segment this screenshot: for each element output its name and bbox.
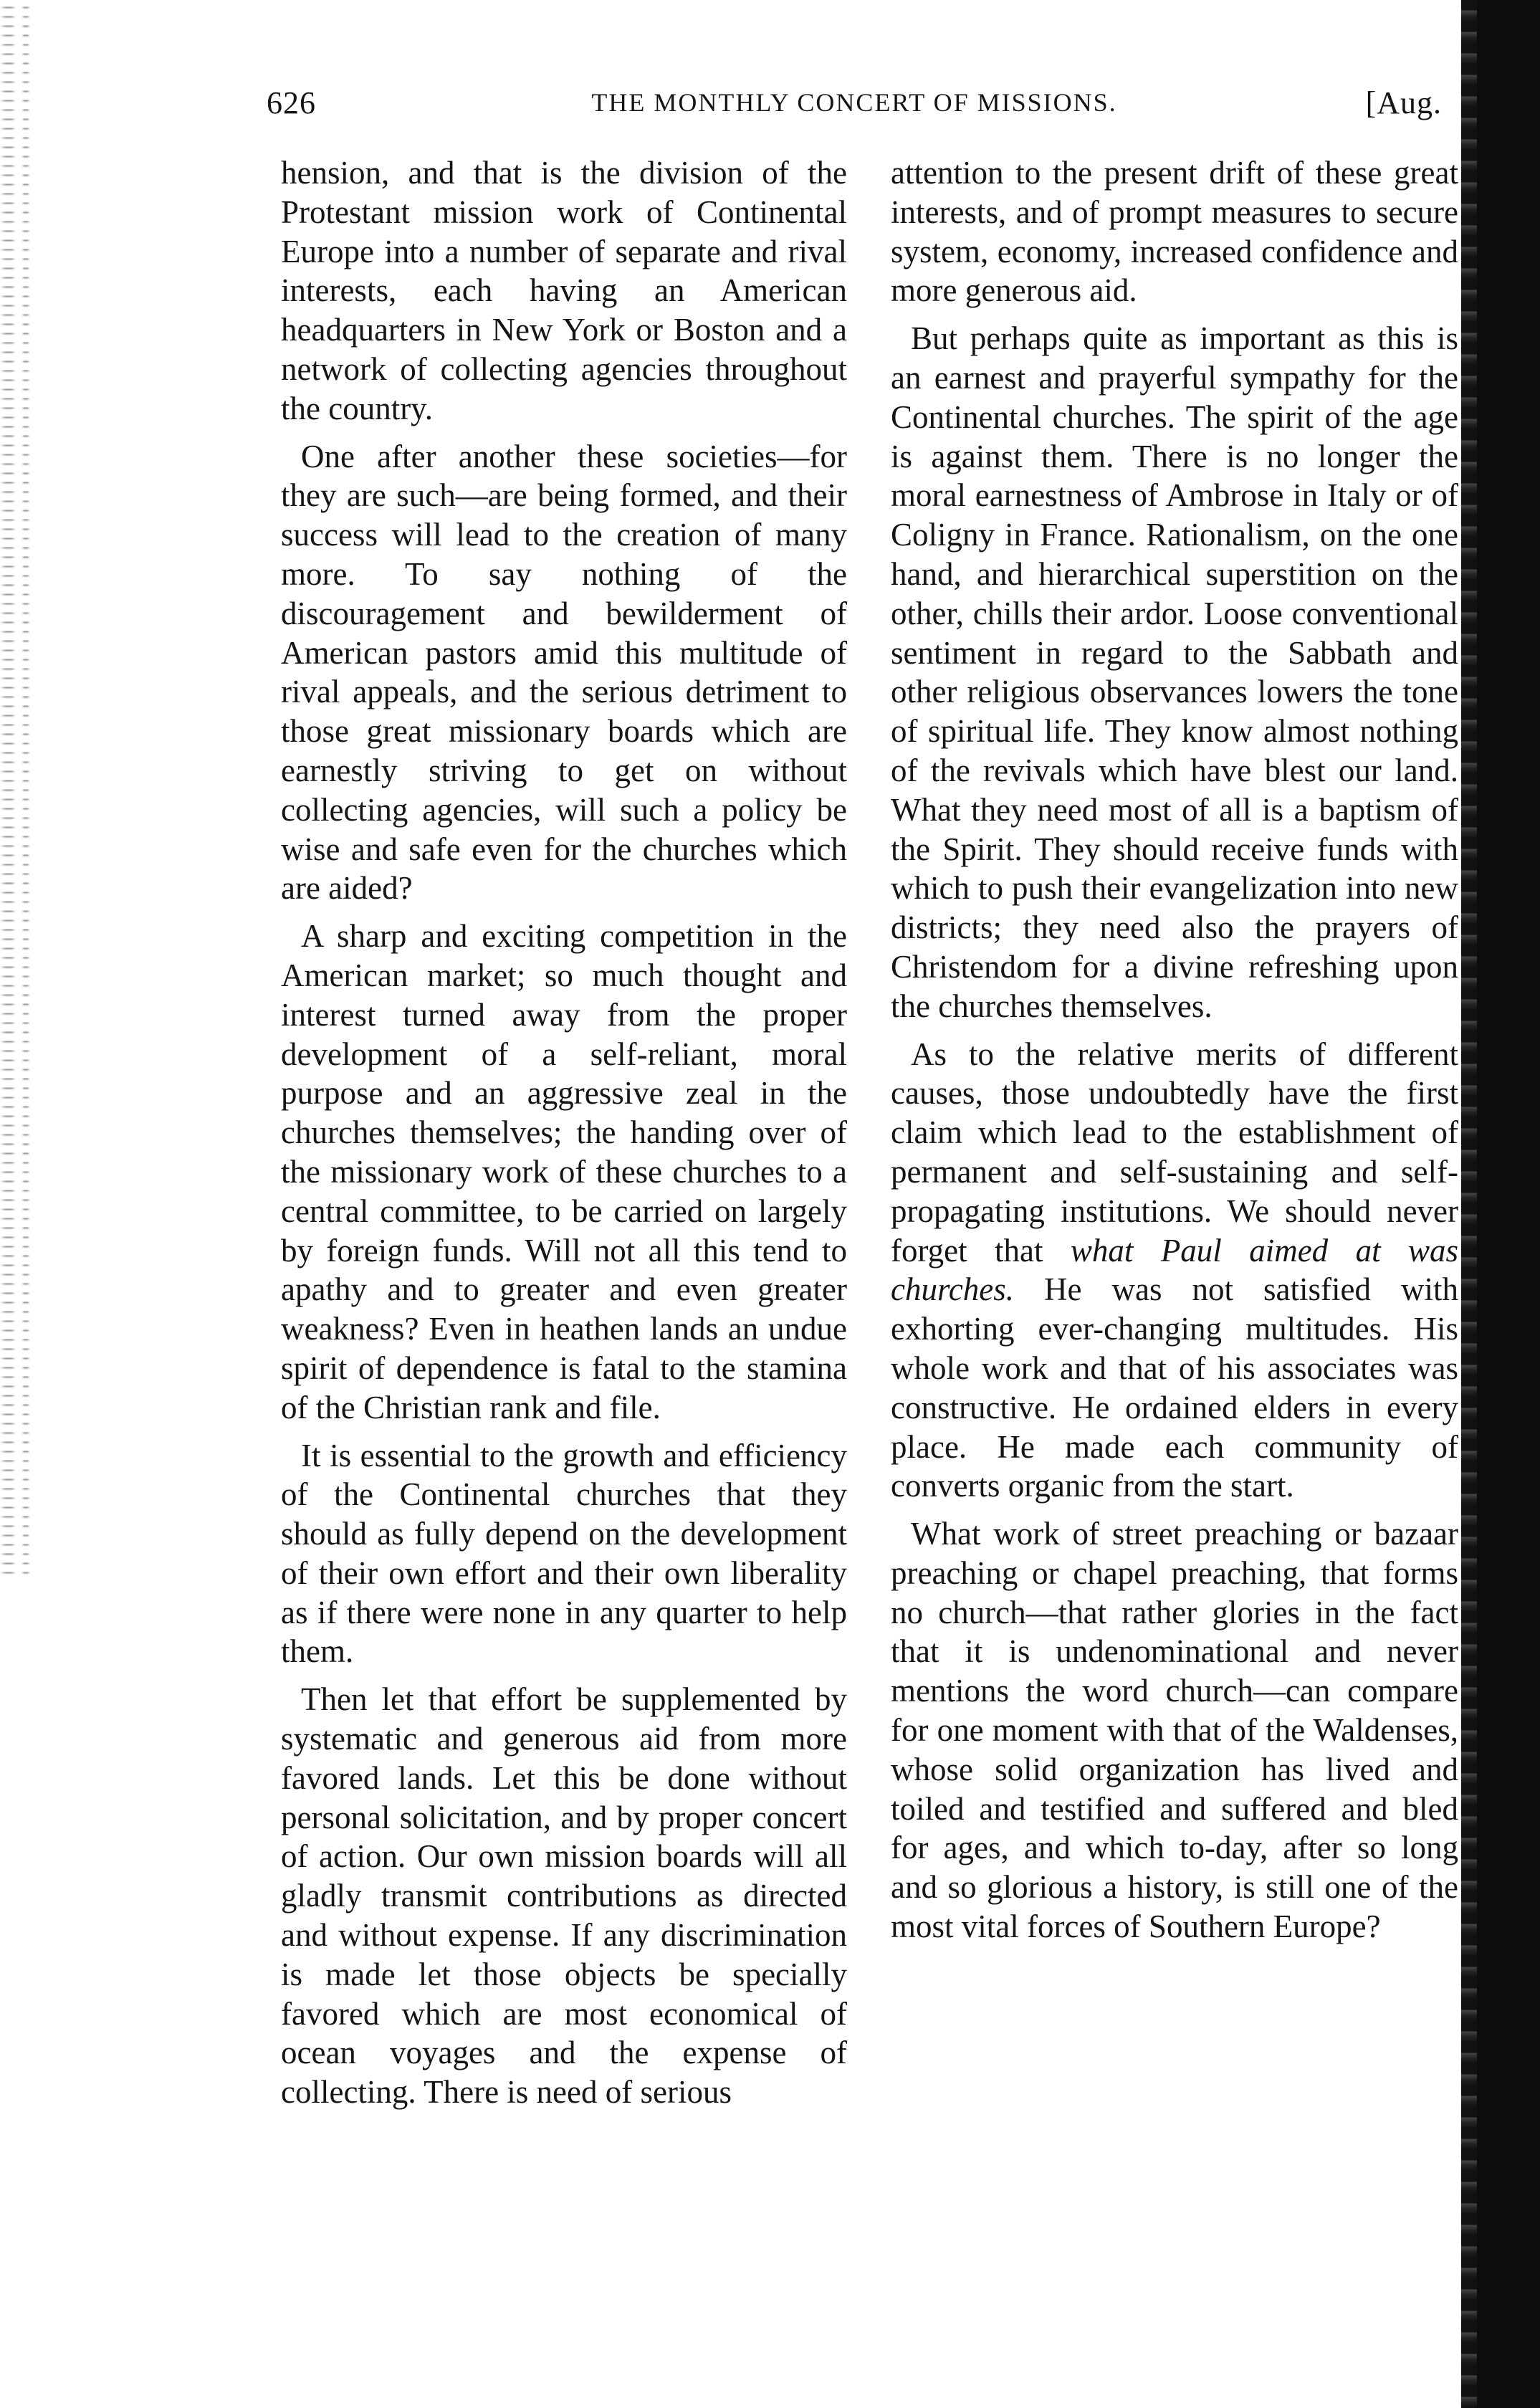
paragraph: One after another these societies—for they are such—are being formed, and their success will lead to the creation of many more. To say nothing of the discouragement and bewilderment of American pastors amid this multitude of rival appeals, and the serious detriment to those great missionary boards which are earnestly striving to get on without collecting agencies, will such a policy be wise and safe even for the churches which are aided? bbox=[281, 438, 847, 907]
paragraph: attention to the present drift of these great interests, and of prompt measures to secure system, economy, increased confidence and more generous aid. bbox=[891, 155, 1458, 309]
paragraph-text: As to the relative merits of different causes, those undoubtedly have the first claim which lead to the establishment of permanent and self-sustaining and self-propagating institutions. We should never forget that bbox=[891, 1036, 1458, 1268]
right-column bbox=[891, 153, 1458, 1955]
paragraph: But perhaps quite as important as this is an earnest and prayerful sympathy for the Continental churches. The spirit of the age is against them. There is no longer the moral earnestness of Ambrose in Italy or of Coligny in France. Rationalism, on the one hand, and hierarchical superstition on the other, chills their ardor. Loose conventional sentiment in regard to the Sabbath and other religious observances lowers the tone of spiritual life. They know almost nothing of the revivals which have blest our land. What they need most of all is a baptism of the Spirit. They should receive funds with which to push their evangelization into new districts; they need also the prayers of Christendom for a divine refreshing upon the churches themselves. bbox=[891, 320, 1458, 1024]
running-head bbox=[267, 85, 1442, 135]
paragraph: It is essential to the growth and efficiency of the Continental churches that they should as fully depend on the development of their own effort and their own liberality as if there were none in any quarter to help them. bbox=[281, 1437, 847, 1670]
scan-edge-shadow bbox=[1474, 0, 1540, 2408]
paragraph bbox=[891, 1035, 1458, 1506]
scan-margin-artifact bbox=[0, 0, 50, 1577]
paragraph: Then let that effort be supplemented by systematic and generous aid from more favored lands. Let this be done without personal solicitation, and by proper concert of action. Our own mission boards will all gladly transmit contributions as directed and without expense. If any discrimination is made let those objects be specially favored which are most economical of ocean voyages and the expense of collecting. There is need of serious bbox=[281, 1681, 847, 2111]
paragraph: What work of street preaching or bazaar preaching or chapel preaching, that forms no church—that rather glories in the fact that it is undenominational and never mentions the word church—can compare for one moment with that of the Waldenses, whose solid organization has lived and toiled and testified and suffered and bled for ages, and which to-day, after so long and so glorious a history, is still one of the most vital forces of Southern Europe? bbox=[891, 1516, 1458, 1945]
paragraph: hension, and that is the division of the Protestant mission work of Continental Europe into a number of separate and rival interests, each having an American headquarters in New York or Boston and a network of collecting agencies throughout the country. bbox=[281, 155, 847, 426]
running-date: [Aug. bbox=[1365, 85, 1442, 120]
left-column bbox=[281, 153, 847, 2121]
paragraph-text: He was not satisfied with exhorting ever-changing multitudes. His whole work and that of his associates was constructive. He ordained elders in every place. He made each community of converts organic from the start. bbox=[891, 1271, 1458, 1504]
italic-emphasis: what Paul aimed at was churches. bbox=[891, 1232, 1458, 1308]
running-title: THE MONTHLY CONCERT OF MISSIONS. bbox=[591, 88, 1117, 117]
paragraph: A sharp and exciting competition in the American market; so much thought and interest turned away from the proper development of a self-reliant, moral purpose and an aggressive zeal in the churches themselves; the handing over of the missionary work of these churches to a central committee, to be carried on largely by foreign funds. Will not all this tend to apathy and to greater and even greater weakness? Even in heathen lands an undue spirit of dependence is fatal to the stamina of the Christian rank and file. bbox=[281, 918, 847, 1425]
page-number: 626 bbox=[267, 85, 316, 120]
